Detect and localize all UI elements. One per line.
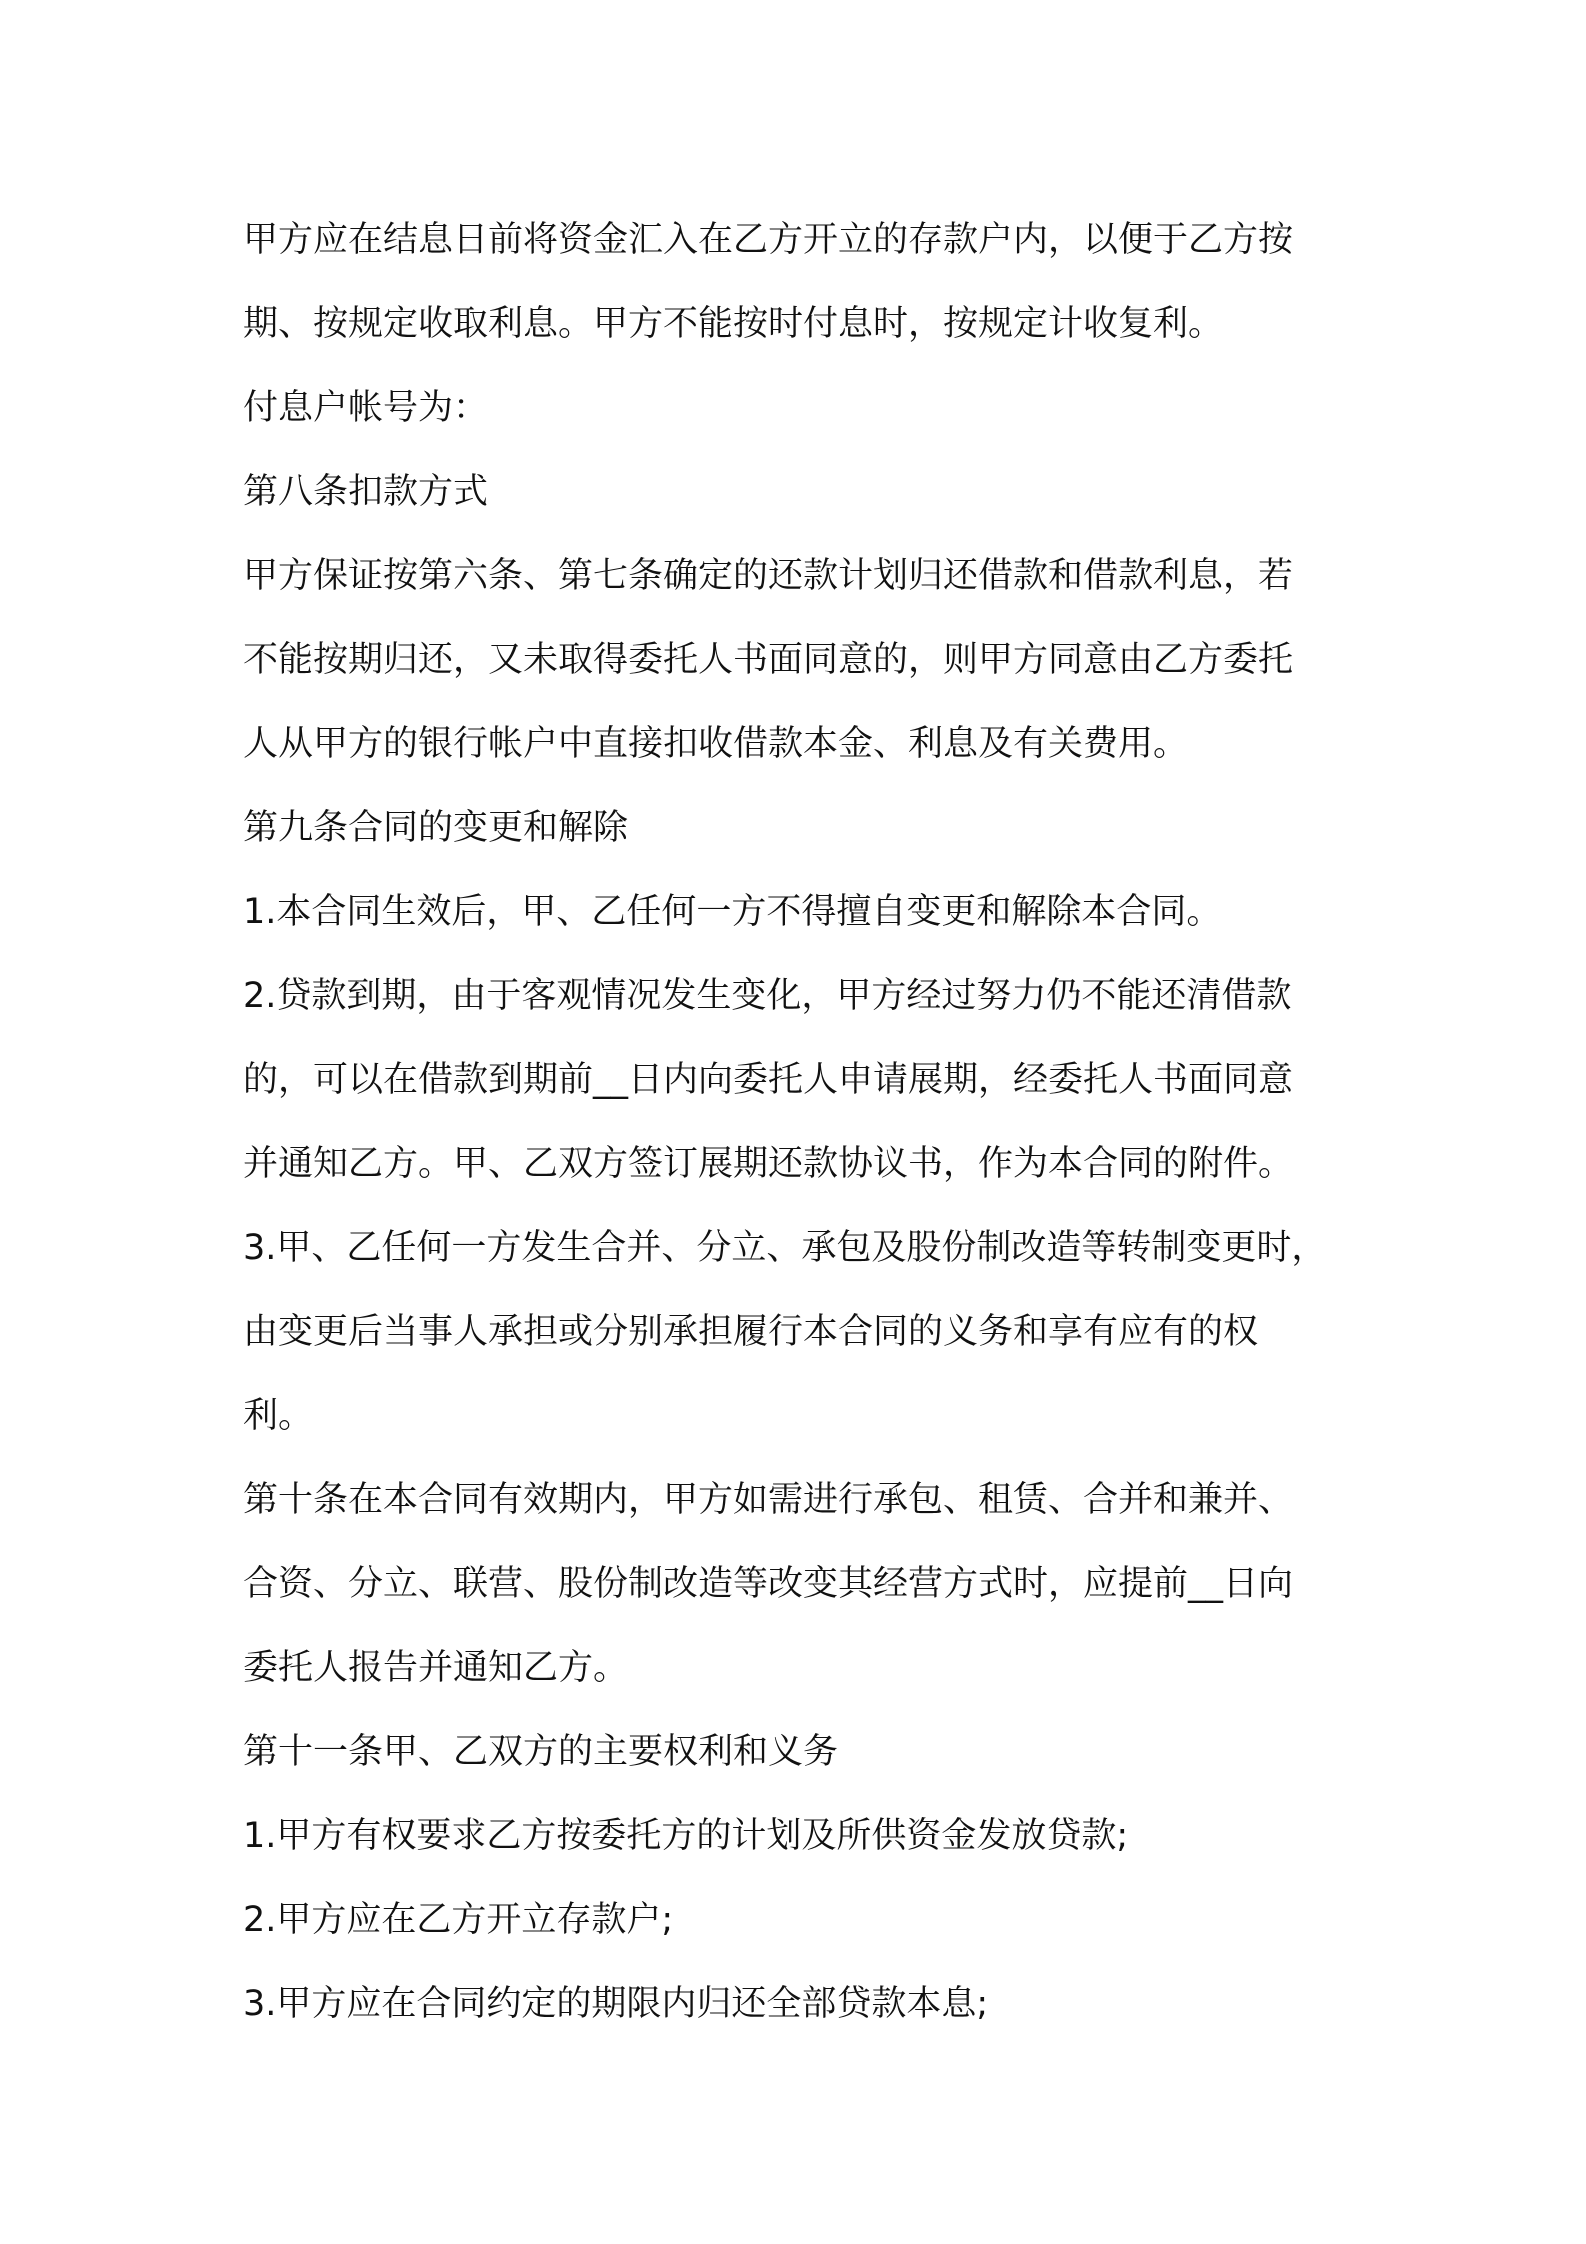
text-line: 1.甲方有权要求乙方按委托方的计划及所供资金发放贷款;: [243, 1816, 1129, 1856]
text-line: 付息户帐号为：: [243, 388, 489, 428]
text-line: 由变更后当事人承担或分别承担履行本合同的义务和享有应有的权: [243, 1312, 1259, 1352]
text-line: 2.甲方应在乙方开立存款户;: [243, 1900, 674, 1940]
section-heading: 第八条扣款方式: [243, 472, 489, 512]
text-line: 利。: [243, 1396, 314, 1436]
text-line: 3.甲、乙任何一方发生合并、分立、承包及股份制改造等转制变更时，: [243, 1228, 1327, 1268]
text-line: 的，可以在借款到期前__日内向委托人申请展期，经委托人书面同意: [243, 1060, 1294, 1100]
text-line: 2.贷款到期，由于客观情况发生变化，甲方经过努力仍不能还清借款: [243, 976, 1292, 1016]
text-line: 1.本合同生效后，甲、乙任何一方不得擅自变更和解除本合同。: [243, 892, 1222, 932]
section-heading: 第九条合同的变更和解除: [243, 808, 629, 848]
text-line: 合资、分立、联营、股份制改造等改变其经营方式时，应提前__日向: [243, 1564, 1294, 1604]
section-heading: 第十一条甲、乙双方的主要权利和义务: [243, 1732, 839, 1772]
text-line: 不能按期归还，又未取得委托人书面同意的，则甲方同意由乙方委托: [243, 640, 1294, 680]
text-line: 第十条在本合同有效期内，甲方如需进行承包、租赁、合并和兼并、: [243, 1480, 1294, 1520]
text-line: 委托人报告并通知乙方。: [243, 1648, 629, 1688]
text-line: 3.甲方应在合同约定的期限内归还全部贷款本息;: [243, 1984, 989, 2024]
document-body: [243, 198, 1363, 2046]
text-line: 并通知乙方。甲、乙双方签订展期还款协议书，作为本合同的附件。: [243, 1144, 1294, 1184]
text-line: 期、按规定收取利息。甲方不能按时付息时，按规定计收复利。: [243, 304, 1224, 344]
text-line: 甲方应在结息日前将资金汇入在乙方开立的存款户内，以便于乙方按: [243, 220, 1294, 260]
text-line: 人从甲方的银行帐户中直接扣收借款本金、利息及有关费用。: [243, 724, 1189, 764]
text-line: 甲方保证按第六条、第七条确定的还款计划归还借款和借款利息，若: [243, 556, 1294, 596]
